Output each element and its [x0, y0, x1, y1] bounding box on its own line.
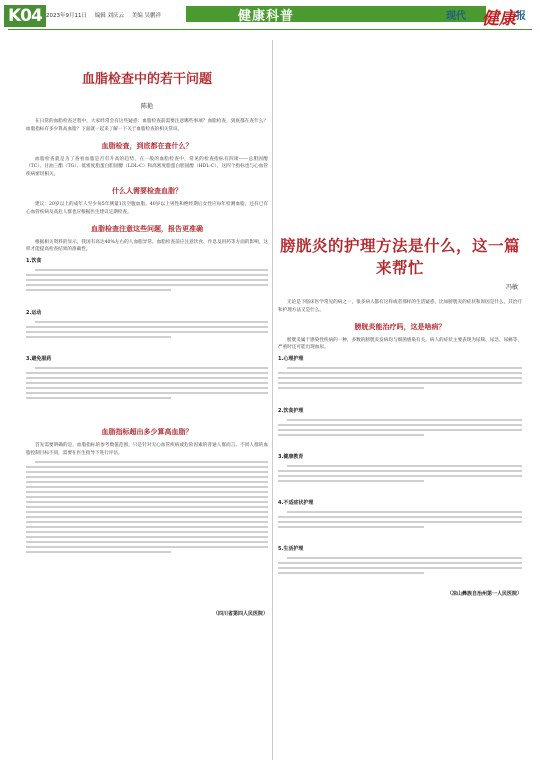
subsection-label: 1.饮食	[26, 258, 42, 265]
article-cystitis	[278, 56, 522, 756]
text-line	[26, 392, 268, 394]
article-title: 膀胱炎的护理方法是什么，这一篇来帮忙	[279, 237, 520, 277]
text-line	[26, 511, 268, 513]
section-body: 膀胱炎属于感染性疾病的一种，多数的膀胱炎发病均与细菌感染有关。病人的症状主要表现为尿频、尿急、尿痛等，严重时还可能出现血尿。	[278, 337, 522, 351]
text-line	[26, 397, 171, 399]
subsection-label: 3.避免服药	[26, 356, 52, 363]
text-line	[287, 511, 522, 513]
text-line	[26, 279, 268, 281]
body-text-block	[26, 458, 268, 608]
text-line	[287, 465, 522, 467]
text-line	[26, 501, 268, 503]
section-heading: 血脂指标超出多少算高血脂？	[101, 428, 193, 437]
article-title: 血脂检查中的若干问题	[81, 72, 212, 87]
text-line	[26, 336, 171, 338]
subsection-label: 4.不适症状护理	[278, 500, 314, 507]
text-line	[278, 567, 522, 569]
text-line	[35, 461, 268, 463]
text-line	[26, 526, 268, 528]
text-line	[26, 536, 268, 538]
subsection-label: 1.心理护理	[278, 356, 304, 363]
text-line	[26, 466, 268, 468]
text-line	[26, 289, 171, 291]
text-line	[26, 506, 268, 508]
text-line	[26, 481, 268, 483]
section-body: 根据相关资料的显示，我国有高达40%左右的人血脂异常。血脂检查前应注意饮食、作息及用药等方面的影响，这样才能提高检查结果的准确性。	[26, 239, 268, 253]
subsection-label: 3.健康教育	[278, 454, 304, 461]
newspaper-logo	[446, 4, 540, 29]
section-title: 健康科普	[238, 9, 295, 24]
editor: 编辑 刘庆云	[94, 13, 124, 19]
body-text-block	[278, 462, 522, 496]
section-heading: 什么人需要检查血脂？	[112, 186, 182, 195]
text-line	[26, 541, 268, 543]
text-line	[278, 424, 522, 426]
text-line	[278, 434, 424, 436]
text-line	[26, 284, 268, 286]
article-author: 冯敏	[505, 284, 518, 291]
text-line	[278, 470, 522, 472]
body-text-block	[278, 554, 522, 588]
article-author: 陈艳	[140, 103, 153, 110]
page-header	[0, 0, 540, 30]
text-line	[278, 562, 522, 564]
text-line	[26, 486, 268, 488]
article-intro: 在日常的血脂检查过程中，大家经常会有这些疑惑：血脂检查前需要注意哪些事项？血脂检查，到底都在查什么？血脂指标有多少算高血脂？下面就一起来了解一下关于血脂检查的相关常识。	[26, 119, 268, 132]
text-line	[287, 367, 522, 369]
text-line	[26, 471, 268, 473]
text-line	[26, 274, 268, 276]
body-text-block	[26, 318, 268, 352]
text-line	[278, 516, 522, 518]
section-bar	[186, 6, 486, 22]
article-source: （凉山彝族自治州第一人民医院）	[446, 591, 522, 598]
article-blood-lipids	[26, 56, 268, 756]
text-line	[278, 475, 522, 477]
text-line	[26, 476, 268, 478]
text-line	[26, 491, 268, 493]
section-body: 血脂检查就是为了查看血脂是否有升高的趋势，在一般的血脂检查中，常见的检查指标有四项——总胆固醇（TC）、甘油三酯（TG）、低密度脂蛋白胆固醇（LDL-C）和高密度脂蛋白胆固醇（HDL-C），这四个指标也与心血管疾病密切相关。	[26, 156, 268, 178]
body-text-block	[26, 364, 268, 420]
text-line	[278, 377, 522, 379]
section-body: 首先需要明确的是，血脂指标的参考数值范围，只是针对无心血管疾病或危险因素的普通人群而言。不同人群的血脂控制目标不同，需要在医生指导下进行评估。	[26, 443, 268, 456]
logo-part2: 健康	[482, 9, 516, 29]
text-line	[26, 387, 268, 389]
text-line	[26, 331, 268, 333]
subsection-label: 2.饮食护理	[278, 408, 304, 415]
section-body: 建议：20岁以上的成年人至少每5年测量1次空腹血脂。40岁以上男性和绝经期后女性应每年检测血脂。还有已有心血管疾病及高危人群也应根据医生建议定期检查。	[26, 201, 268, 215]
designer: 美编 吴鹏祥	[131, 13, 161, 19]
header-rule	[8, 29, 532, 30]
column-divider	[272, 40, 273, 760]
section-heading: 血脂检查，到底都在查什么？	[101, 141, 193, 150]
text-line	[26, 372, 268, 374]
text-line	[278, 372, 522, 374]
subsection-label: 2.运动	[26, 310, 42, 317]
text-line	[278, 429, 522, 431]
section-heading: 血脂检查注意这些问题，报告更准确	[91, 224, 203, 233]
text-line	[278, 526, 424, 528]
text-line	[35, 269, 268, 271]
text-line	[278, 572, 424, 574]
text-line	[26, 326, 268, 328]
text-line	[26, 382, 268, 384]
issue-meta	[46, 11, 167, 19]
text-line	[278, 521, 522, 523]
body-text-block	[26, 266, 268, 306]
text-line	[26, 377, 268, 379]
text-line	[26, 516, 268, 518]
logo-part3: 报	[516, 11, 526, 22]
text-line	[35, 367, 268, 369]
logo-part1: 现代	[446, 11, 466, 22]
text-line	[278, 480, 424, 482]
text-line	[287, 557, 522, 559]
text-line	[35, 321, 268, 323]
page-number: K04	[4, 5, 46, 27]
body-text-block	[278, 364, 522, 404]
subsection-label: 5.生活护理	[278, 546, 304, 553]
section-heading: 膀胱炎能治疗吗，这是啥病？	[354, 322, 446, 331]
text-line	[26, 531, 268, 533]
body-text-block	[278, 416, 522, 450]
text-line	[287, 419, 522, 421]
text-line	[26, 521, 268, 523]
article-source: （四川省第四人民医院）	[212, 610, 268, 617]
text-line	[278, 387, 424, 389]
text-line	[278, 382, 522, 384]
text-line	[26, 546, 268, 548]
text-line	[26, 551, 171, 553]
article-intro: 无论是下临床医学常见的病之一，很多病人都有这样或者那样的生活疑惑，比如膀胱炎的症状和原因是什么，其治疗和护理方法又是什么。	[278, 300, 522, 313]
body-text-block	[278, 508, 522, 542]
text-line	[26, 496, 268, 498]
issue-date: 2023年9月11日	[46, 13, 87, 19]
